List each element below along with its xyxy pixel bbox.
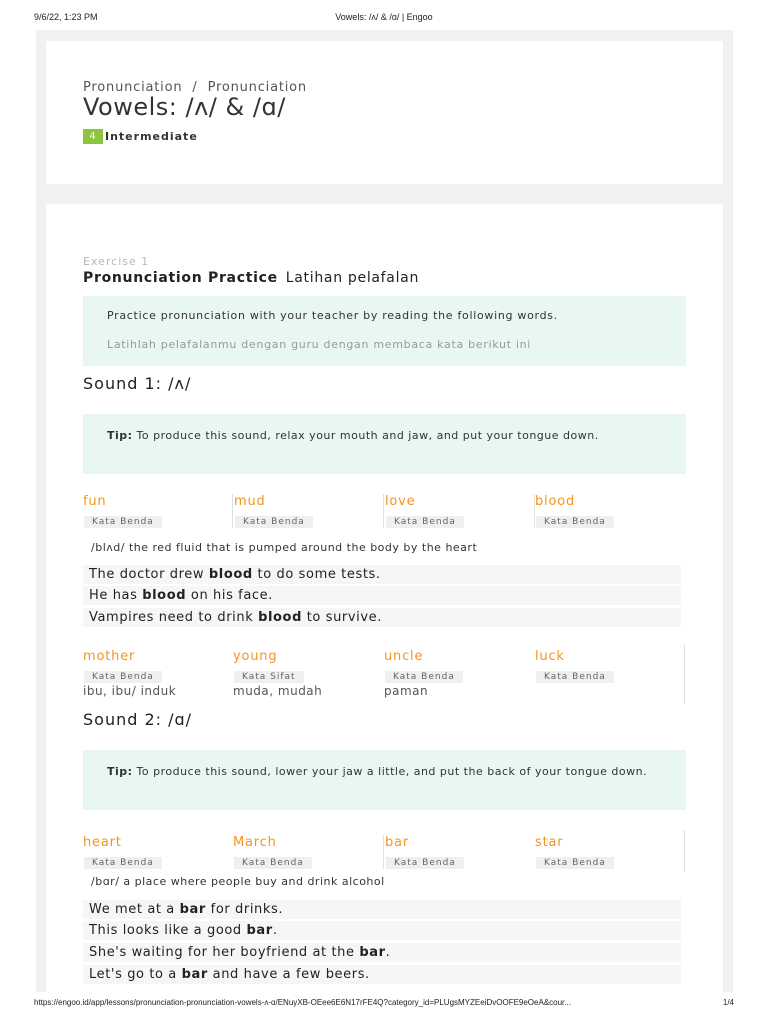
example-sentence: Vampires need to drink blood to survive.	[83, 608, 681, 627]
word-card[interactable]	[384, 649, 534, 698]
sound2-tip	[107, 762, 667, 781]
level-indicator	[83, 129, 198, 144]
definition-text: a place where people buy and drink alcohol	[123, 875, 385, 888]
word-translation: ibu, ibu/ induk	[83, 684, 177, 698]
word[interactable]: March	[233, 835, 277, 850]
sound1-tip-box	[83, 414, 686, 474]
example-sentence: She's waiting for her boyfriend at the bar.	[83, 943, 681, 962]
part-of-speech-tag: Kata Benda	[536, 516, 614, 528]
word-translation: muda, mudah	[233, 684, 323, 698]
word-translation: paman	[384, 684, 429, 698]
part-of-speech-tag: Kata Benda	[235, 516, 313, 528]
breadcrumb-subcategory[interactable]: Pronunciation	[207, 80, 307, 95]
part-of-speech-tag: Kata Sifat	[234, 671, 304, 683]
sound1-tip-text: To produce this sound, relax your mouth and jaw, and put your tongue down.	[136, 429, 599, 442]
part-of-speech-tag: Kata Benda	[385, 671, 463, 683]
instruction-box	[83, 296, 686, 366]
word[interactable]: luck	[535, 649, 565, 664]
word[interactable]: bar	[385, 835, 409, 850]
word[interactable]: fun	[83, 494, 107, 509]
definition-text: the red fluid that is pumped around the body by the heart	[128, 541, 478, 554]
part-of-speech-tag: Kata Benda	[536, 857, 614, 869]
instruction-translation: Latihlah pelafalanmu dengan guru dengan membaca kata berikut ini	[107, 338, 532, 351]
sound1-tip	[107, 426, 667, 445]
print-datetime: 9/6/22, 1:23 PM	[34, 12, 98, 22]
word[interactable]: star	[535, 835, 564, 850]
print-page-number: 1/4	[722, 998, 734, 1007]
part-of-speech-tag: Kata Benda	[84, 671, 162, 683]
instruction-text: Practice pronunciation with your teacher by reading the following words.	[107, 309, 558, 322]
word-card[interactable]	[535, 835, 685, 869]
exercise-label: Exercise 1	[83, 255, 150, 268]
example-sentence: He has blood on his face.	[83, 586, 681, 605]
word-card[interactable]	[232, 494, 382, 528]
part-of-speech-tag: Kata Benda	[84, 857, 162, 869]
example-sentence: Let's go to a bar and have a few beers.	[83, 965, 681, 984]
lesson-title: Vowels: /ʌ/ & /ɑ/	[83, 93, 286, 121]
example-sentence: We met at a bar for drinks.	[83, 900, 681, 919]
word-card-selected[interactable]	[383, 835, 533, 869]
sound1-tip-label: Tip:	[107, 429, 133, 442]
word-card[interactable]	[383, 494, 533, 528]
sound2-tip-box	[83, 750, 686, 810]
sound1-title: Sound 1: /ʌ/	[83, 374, 192, 393]
row-divider	[684, 644, 685, 704]
example-sentence: The doctor drew blood to do some tests.	[83, 565, 681, 584]
sound2-title: Sound 2: /ɑ/	[83, 710, 193, 729]
sound1-definition	[91, 541, 477, 554]
word[interactable]: uncle	[384, 649, 424, 664]
word[interactable]: blood	[535, 494, 576, 509]
part-of-speech-tag: Kata Benda	[386, 857, 464, 869]
print-url: https://engoo.id/app/lessons/pronunciation-pronunciation-vowels-ʌ-ɑ/ENuyXB-OEee6E6N17rFE4Q?category_id=PLUgsMYZEeiDvOOFE9eOeA&cour...	[34, 998, 571, 1007]
breadcrumb-separator: /	[192, 80, 198, 95]
part-of-speech-tag: Kata Benda	[84, 516, 162, 528]
word-card[interactable]	[233, 835, 383, 869]
breadcrumb-category[interactable]: Pronunciation	[83, 80, 183, 95]
lesson-header-card	[46, 41, 723, 184]
word-card[interactable]	[83, 494, 233, 528]
sound2-tip-text: To produce this sound, lower your jaw a little, and put the back of your tongue down.	[136, 765, 648, 778]
exercise-title	[83, 270, 419, 286]
word[interactable]: young	[233, 649, 278, 664]
exercise-card	[46, 204, 723, 994]
sound2-tip-label: Tip:	[107, 765, 133, 778]
example-sentence: This looks like a good bar.	[83, 921, 681, 940]
print-header	[0, 12, 768, 26]
level-label: Intermediate	[105, 130, 198, 143]
exercise-title-translation: Latihan pelafalan	[285, 270, 420, 286]
word-card[interactable]	[535, 649, 685, 684]
word-card[interactable]	[83, 835, 233, 869]
row-divider	[684, 830, 685, 872]
part-of-speech-tag: Kata Benda	[386, 516, 464, 528]
part-of-speech-tag: Kata Benda	[536, 671, 614, 683]
sound2-definition	[91, 875, 385, 888]
level-badge: 4	[83, 129, 103, 144]
word[interactable]: mother	[83, 649, 136, 664]
definition-ipa: /bɑr/	[91, 875, 120, 888]
word[interactable]: mud	[234, 494, 266, 509]
word[interactable]: heart	[83, 835, 122, 850]
print-page-title: Vowels: /ʌ/ & /ɑ/ | Engoo	[335, 12, 433, 22]
definition-ipa: /blʌd/	[91, 541, 125, 554]
word-card[interactable]	[83, 649, 233, 698]
exercise-title-en: Pronunciation Practice	[83, 270, 278, 286]
word-card-selected[interactable]	[534, 494, 684, 528]
word-card[interactable]	[233, 649, 383, 698]
word[interactable]: love	[385, 494, 416, 509]
part-of-speech-tag: Kata Benda	[234, 857, 312, 869]
